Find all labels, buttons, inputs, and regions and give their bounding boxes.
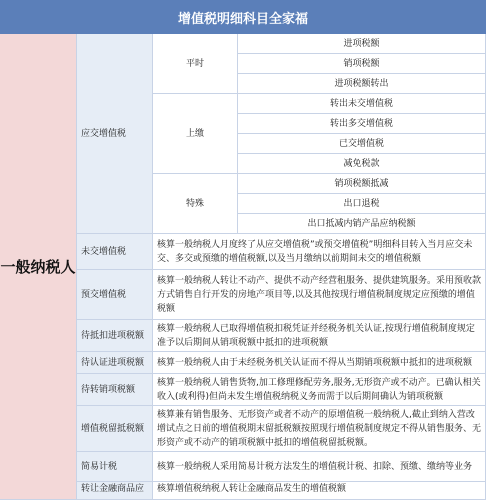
- row-description: 核算一般纳税人销售货物,加工修理修配劳务,服务,无形资产或不动产。已确认相关收入(或利得)但尚未发生增值税纳税义务而需于以后期间确认为销项税额: [153, 374, 486, 406]
- item-cell: 进项税额: [238, 34, 486, 54]
- row-description: 核算一般纳税人月度终了从应交增值税”或预交增值税”明细科目转入当月应交未交、多交或预缴的增值税额,以及当月缴纳以前期间未交的增值税额: [153, 234, 486, 270]
- row-name: 待转销项税额: [77, 374, 153, 406]
- row-name: 转让金融商品应: [77, 482, 153, 500]
- row-name: 待抵扣进项税额: [77, 320, 153, 352]
- page-title: 增值税明细科目全家福: [0, 0, 486, 34]
- subgroup-shangjiao: 上缴: [153, 94, 238, 174]
- row-name: 待认证进项税额: [77, 352, 153, 374]
- account-group-label: 应交增值税: [77, 34, 153, 234]
- item-cell: 减免税款: [238, 154, 486, 174]
- item-cell: 进项税额转出: [238, 74, 486, 94]
- row-description: 核算兼有销售服务、无形资产或者不动产的原增值税一般纳税人,截止到纳入营改增试点之日前的增值税期末留抵税额按照现行增值税制度规定不得从销售服务、无形资产或不动产的销项税额中抵扣的增值税留抵税额。: [153, 406, 486, 452]
- row-description: 核算一般纳税人采用简易计税方法发生的增值税计税、扣除、预缴、缴纳等业务: [153, 452, 486, 482]
- item-cell: 出口抵减内销产品应纳税额: [238, 214, 486, 234]
- item-cell: 转出未交增值税: [238, 94, 486, 114]
- item-cell: 销项税额: [238, 54, 486, 74]
- row-name: 增值税留抵税额: [77, 406, 153, 452]
- category-general-taxpayer: 一般纳税人: [0, 34, 77, 500]
- row-description: 核算一般纳税人已取得增值税扣税凭证并经税务机关认证,按现行增值税制度规定准予以后期间从销项税额中抵扣的进项税额: [153, 320, 486, 352]
- row-name: 未交增值税: [77, 234, 153, 270]
- row-description: 核算一般纳税人转让不动产、提供不动产经营租服务、提供建筑服务。采用预收款方式销售自行开发的房地产项目等,以及其他按现行增值税制度规定应预缴的增值税额: [153, 270, 486, 320]
- item-cell: 已交增值税: [238, 134, 486, 154]
- item-cell: 销项税额抵减: [238, 174, 486, 194]
- row-description: 核算增值税纳税人转让金融商品发生的增值税额: [153, 482, 486, 500]
- item-cell: 转出多交增值税: [238, 114, 486, 134]
- item-cell: 出口退税: [238, 194, 486, 214]
- row-description: 核算一般纳税人由于未经税务机关认证而不得从当期销项税额中抵扣的进项税额: [153, 352, 486, 374]
- subgroup-pingshi: 平时: [153, 34, 238, 94]
- tax-accounts-table: [0, 34, 486, 500]
- subgroup-teshu: 特殊: [153, 174, 238, 234]
- row-name: 简易计税: [77, 452, 153, 482]
- row-name: 预交增值税: [77, 270, 153, 320]
